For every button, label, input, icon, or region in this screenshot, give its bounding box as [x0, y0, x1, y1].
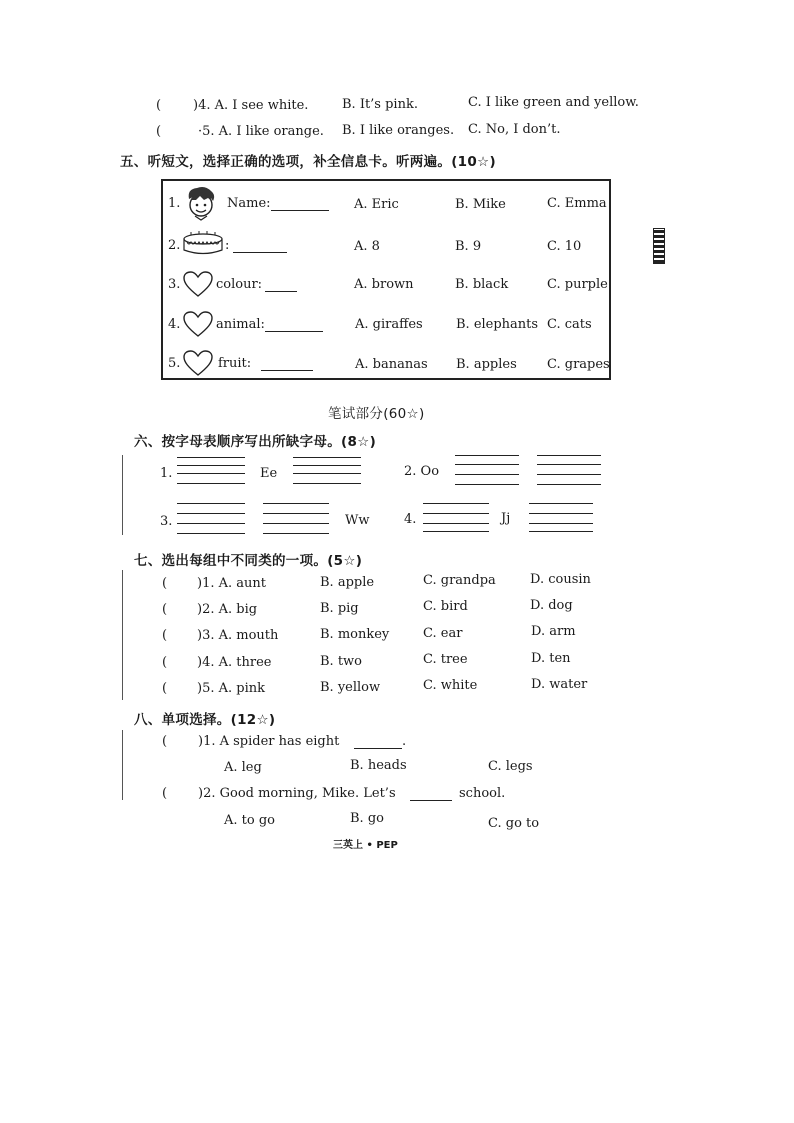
page-footer: 三英上 • PEP — [333, 840, 398, 851]
card-label-cake: : — [225, 238, 230, 253]
answer-paren: ( — [162, 681, 168, 696]
answer-paren: ( — [162, 628, 168, 643]
boy-face-icon — [183, 185, 219, 221]
q1-option-b: B. heads — [350, 758, 407, 773]
option-c: C. bird — [423, 599, 468, 614]
given-letter: Jj — [501, 511, 511, 526]
q5-option-c: C. No, I don’t. — [468, 122, 561, 137]
card-row-number: 3. — [168, 277, 181, 292]
card-option-b: B. black — [455, 277, 509, 292]
q2-option-a: A. to go — [224, 813, 275, 828]
card-option-c: C. cats — [547, 317, 592, 332]
option-d: D. cousin — [530, 572, 591, 587]
fruit-answer-blank[interactable] — [261, 358, 313, 371]
card-option-b: B. 9 — [455, 239, 482, 254]
option-c: C. ear — [423, 626, 463, 641]
colour-answer-blank[interactable] — [265, 279, 297, 292]
birthday-cake-icon — [181, 231, 225, 257]
answer-paren: ( — [162, 734, 168, 749]
card-option-a: A. Eric — [354, 197, 399, 212]
answer-paren: ( — [162, 655, 168, 670]
q4-paren: ( — [156, 98, 162, 113]
option-b: B. two — [320, 654, 362, 669]
cake-answer-blank[interactable] — [233, 240, 287, 253]
card-label-fruit: fruit: — [218, 356, 252, 371]
name-answer-blank[interactable] — [271, 198, 329, 211]
q5-option-a: ·5. A. I like orange. — [198, 124, 324, 139]
given-letter: Ww — [345, 513, 370, 528]
q4-option-c: C. I like green and yellow. — [468, 95, 639, 110]
q5-option-b: B. I like oranges. — [342, 123, 455, 138]
option-d: D. arm — [531, 624, 576, 639]
margin-rule — [122, 570, 123, 700]
card-row-number: 2. — [168, 238, 181, 253]
card-option-a: A. brown — [354, 277, 414, 292]
answer-paren: ( — [162, 602, 168, 617]
margin-rule — [122, 730, 123, 800]
card-label-animal: animal: — [216, 317, 265, 332]
card-option-c: C. Emma — [547, 196, 607, 211]
card-label-colour: colour: — [216, 277, 263, 292]
card-option-a: A. bananas — [355, 357, 428, 372]
animal-answer-blank[interactable] — [265, 319, 323, 332]
card-option-b: B. apples — [456, 357, 517, 372]
option-d: D. dog — [530, 598, 573, 613]
qr-code-icon — [653, 228, 665, 264]
heart-icon — [182, 270, 214, 298]
info-card — [161, 179, 611, 380]
option-d: D. water — [531, 677, 588, 692]
card-option-c: C. 10 — [547, 239, 582, 254]
option-a: )3. A. mouth — [197, 628, 279, 643]
option-c: C. tree — [423, 652, 468, 667]
q2-option-b: B. go — [350, 811, 384, 826]
letter-item-number: 2. Oo — [404, 464, 440, 479]
written-part-title: 笔试部分(60☆) — [328, 406, 425, 422]
option-c: C. white — [423, 678, 478, 693]
card-row-number: 1. — [168, 196, 181, 211]
letter-item-number: 3. — [160, 514, 173, 529]
option-d: D. ten — [531, 651, 571, 666]
answer-paren: ( — [162, 786, 168, 801]
card-option-b: B. elephants — [456, 317, 539, 332]
section8-title: 八、单项选择。(12☆) — [134, 712, 276, 728]
letter-item-number: 1. — [160, 466, 173, 481]
q1-option-c: C. legs — [488, 759, 533, 774]
card-option-a: A. giraffes — [355, 317, 423, 332]
answer-paren: ( — [162, 576, 168, 591]
option-b: B. yellow — [320, 680, 381, 695]
q1-stem: )1. A spider has eight — [198, 734, 340, 749]
card-row-number: 5. — [168, 356, 181, 371]
card-label-name: Name: — [227, 196, 271, 211]
option-b: B. pig — [320, 601, 359, 616]
q1-option-a: A. leg — [224, 760, 262, 775]
option-b: B. monkey — [320, 627, 390, 642]
card-option-c: C. purple — [547, 277, 608, 292]
q2-stem-end: school. — [459, 786, 506, 801]
option-b: B. apple — [320, 575, 375, 590]
heart-icon — [182, 349, 214, 377]
q1-answer-blank[interactable] — [354, 736, 402, 749]
card-option-b: B. Mike — [455, 197, 506, 212]
card-row-number: 4. — [168, 317, 181, 332]
card-option-c: C. grapes — [547, 357, 610, 372]
q1-stem-end: . — [402, 734, 407, 749]
option-a: )2. A. big — [197, 602, 258, 617]
letter-item-number: 4. — [404, 512, 417, 527]
q2-answer-blank[interactable] — [410, 788, 452, 801]
section5-title: 五、听短文，选择正确的选项，补全信息卡。听两遍。(10☆) — [120, 154, 496, 170]
margin-rule — [122, 455, 123, 535]
q4-option-a: )4. A. I see white. — [193, 98, 309, 113]
given-letter: Ee — [260, 466, 278, 481]
section6-title: 六、按字母表顺序写出所缺字母。(8☆) — [134, 434, 377, 450]
heart-icon — [182, 310, 214, 338]
q2-stem: )2. Good morning, Mike. Let’s — [198, 786, 396, 801]
q4-option-b: B. It’s pink. — [342, 97, 418, 112]
card-option-a: A. 8 — [354, 239, 380, 254]
q5-paren: ( — [156, 124, 162, 139]
option-c: C. grandpa — [423, 573, 496, 588]
option-a: )5. A. pink — [197, 681, 265, 696]
option-a: )4. A. three — [197, 655, 272, 670]
q2-option-c: C. go to — [488, 816, 540, 831]
option-a: )1. A. aunt — [197, 576, 266, 591]
section7-title: 七、选出每组中不同类的一项。(5☆) — [134, 553, 363, 569]
